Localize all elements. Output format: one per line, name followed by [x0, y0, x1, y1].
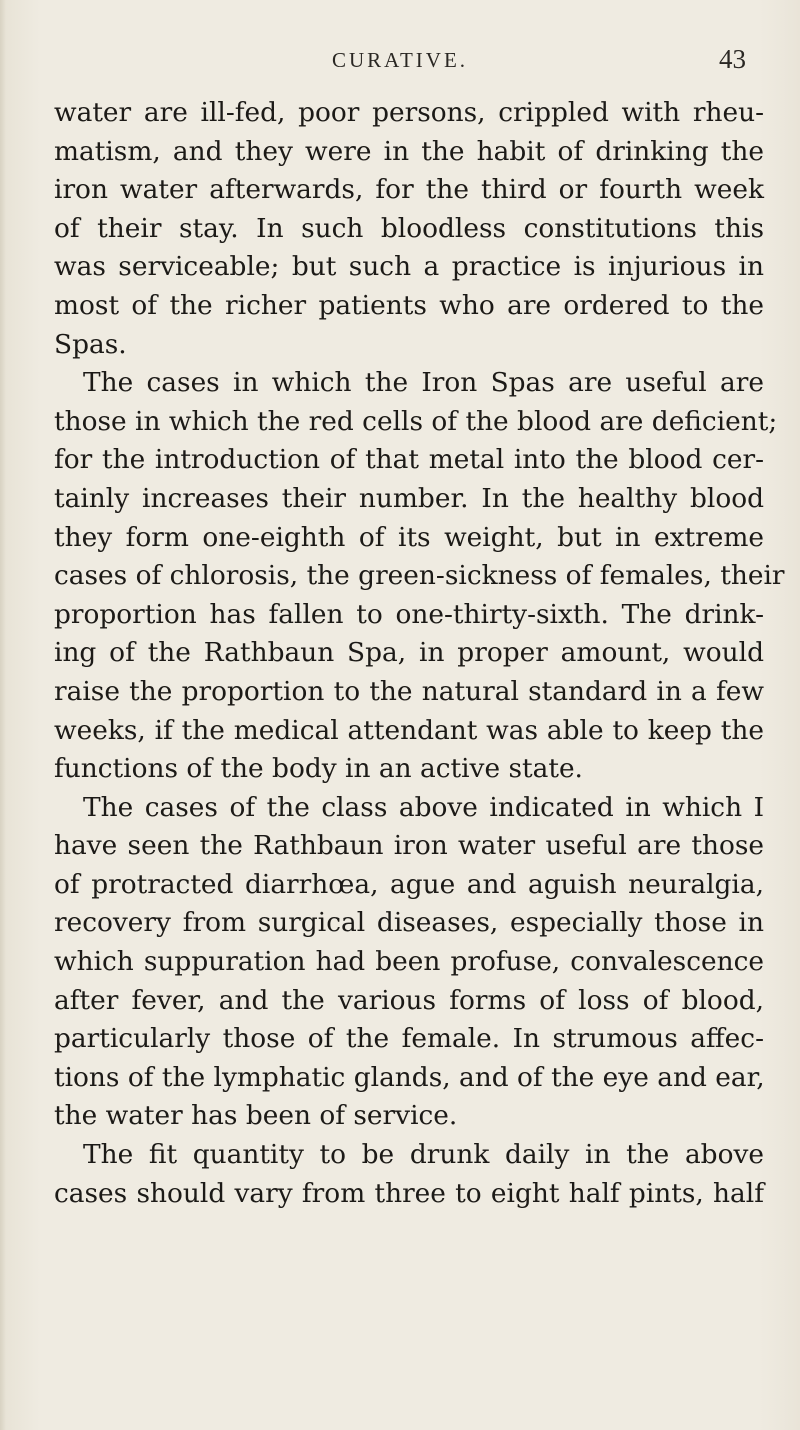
- running-title: CURATIVE.: [331, 48, 469, 72]
- text-line: have seen the Rathbaun iron water useful are those: [54, 830, 764, 862]
- page-number: 43: [719, 44, 746, 74]
- text-line: water are ill-fed, poor persons, crippled with rheu-: [54, 97, 764, 128]
- text-line: was serviceable; but such a practice is injurious in: [54, 251, 764, 283]
- text-line: weeks, if the medical attendant was able to keep the: [54, 714, 764, 746]
- page-edge-shadow: [0, 0, 6, 1430]
- body-text: [54, 94, 785, 1213]
- text-line: functions of the body in an active state.: [54, 753, 583, 785]
- text-line: iron water afterwards, for the third or fourth week: [54, 174, 764, 206]
- text-line: of protracted diarrhœa, ague and aguish neuralgia,: [54, 868, 764, 900]
- text-line: The cases in which the Iron Spas are useful are: [83, 367, 764, 399]
- running-head: [0, 40, 800, 80]
- text-line: they form one-eighth of its weight, but in extreme: [54, 521, 764, 553]
- text-line: which suppuration had been profuse, convalescence: [54, 946, 764, 978]
- text-line: after fever, and the various forms of loss of blood,: [54, 984, 764, 1016]
- text-line: the water has been of service.: [54, 1100, 458, 1132]
- text-line: The fit quantity to be drunk daily in the above: [83, 1139, 764, 1171]
- text-line: tainly increases their number. In the healthy blood: [54, 482, 764, 514]
- text-line: proportion has fallen to one-thirty-sixth. The drink-: [54, 598, 764, 630]
- text-line: of their stay. In such bloodless constitutions this: [54, 212, 764, 244]
- text-line: tions of the lymphatic glands, and of the eye and ear,: [54, 1061, 765, 1093]
- text-line: recovery from surgical diseases, especially those in: [54, 907, 764, 939]
- text-line: for the introduction of that metal into the blood cer-: [54, 444, 764, 476]
- text-line: particularly those of the female. In strumous affec-: [54, 1023, 764, 1055]
- text-line: raise the proportion to the natural standard in a few: [54, 675, 764, 707]
- text-line: matism, and they were in the habit of drinking the: [54, 135, 764, 167]
- text-line: Spas.: [54, 328, 127, 360]
- text-line: those in which the red cells of the blood are deficient;: [54, 405, 778, 437]
- text-line: The cases of the class above indicated in which I: [83, 791, 764, 823]
- text-line: ing of the Rathbaun Spa, in proper amount, would: [54, 637, 764, 669]
- text-line: most of the richer patients who are ordered to the: [54, 289, 764, 321]
- text-line: cases of chlorosis, the green-sickness of females, their: [54, 560, 785, 592]
- text-line: cases should vary from three to eight half pints, half: [54, 1177, 764, 1209]
